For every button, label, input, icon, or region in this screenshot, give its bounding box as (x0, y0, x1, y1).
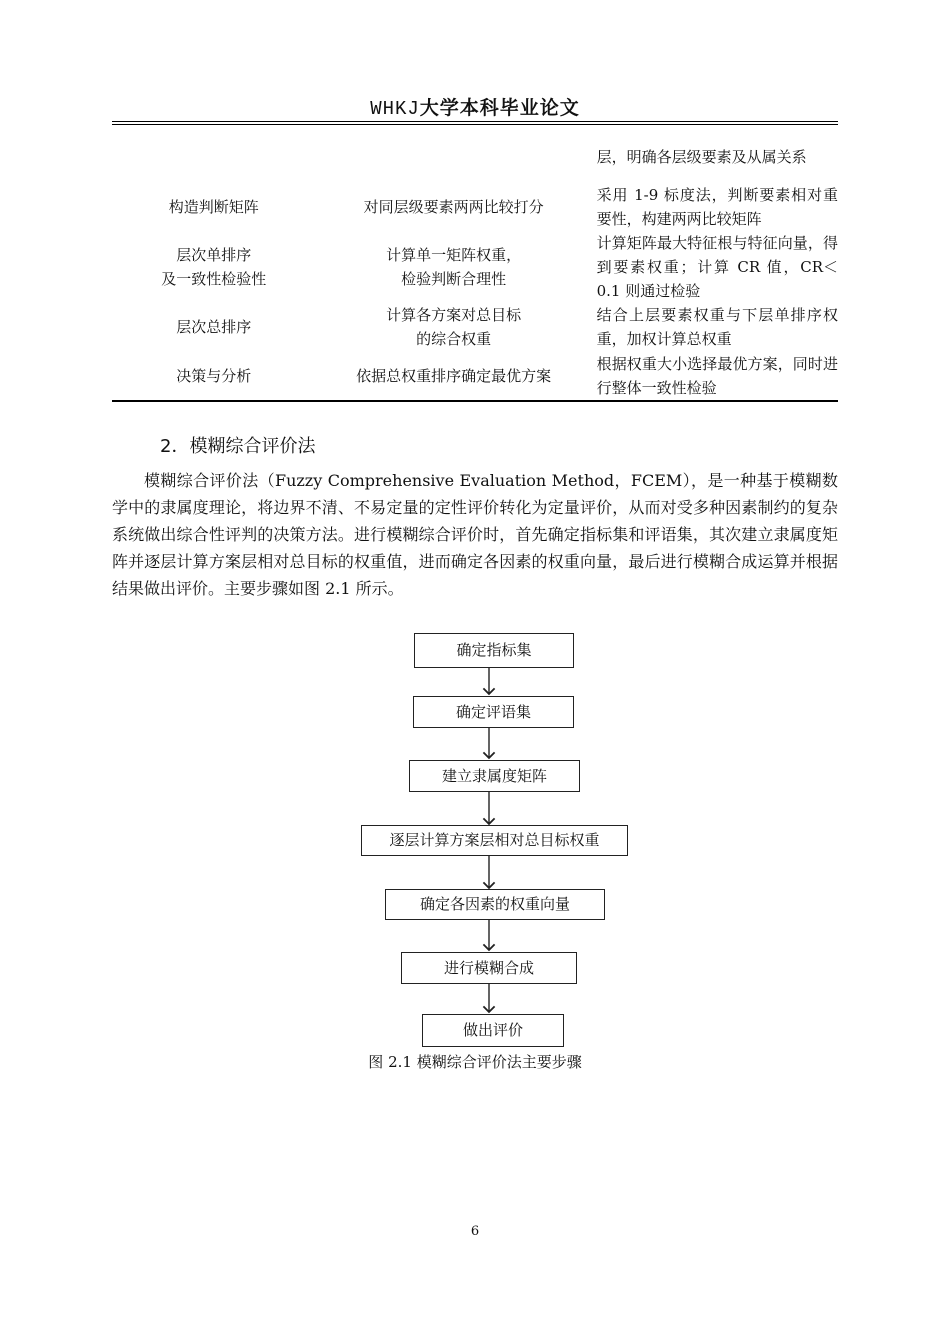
header-title: 大学本科毕业论文 (419, 97, 580, 119)
flow-step-7: 做出评价 (422, 1014, 564, 1047)
table-cell-content: 计算各方案对总目标 的综合权重 (386, 306, 522, 348)
page-header (0, 93, 950, 120)
table-row (112, 183, 838, 231)
table-cell-content: 对同层级要素两两比较打分 (363, 198, 544, 216)
table-row (112, 303, 838, 351)
table-cell-note: 采用 1-9 标度法，判断要素相对重要性，构建两两比较矩阵 (596, 186, 838, 228)
header-latin: WHKJ (370, 98, 420, 120)
table-cell-note: 结合上层要素权重与下层单排序权重，加权计算总权重 (596, 306, 838, 348)
table-row (112, 131, 838, 183)
table-cell-step: 层次单排序 及一致性检验性 (161, 246, 267, 288)
table-cell-step (112, 131, 316, 183)
table-cell-note: 计算矩阵最大特征根与特征向量，得到要素权重；计算 CR 值，CR＜0.1 则通过检验 (596, 234, 838, 300)
table-cell-note: 根据权重大小选择最优方案，同时进行整体一致性检验 (592, 351, 838, 401)
figure-caption: 图 2.1 模糊综合评价法主要步骤 (368, 1053, 582, 1071)
flow-step-3: 建立隶属度矩阵 (409, 760, 580, 792)
section-heading: 2．模糊综合评价法 (160, 436, 316, 457)
table-cell-note: 层，明确各层级要素及从属关系 (596, 148, 807, 166)
flow-step-1: 确定指标集 (414, 633, 574, 668)
header-rule (112, 121, 838, 125)
flow-step-5: 确定各因素的权重向量 (385, 889, 605, 920)
table-cell-content: 计算单一矩阵权重， 检验判断合理性 (386, 246, 522, 288)
body-paragraph: 模糊综合评价法（Fuzzy Comprehensive Evaluation Method，FCEM），是一种基于模糊数学中的隶属度理论，将边界不清、不易定量的定性评价转化为定量评价，从而对受多种因素制约的复杂系统做出综合性评判的决策方法。进行模糊综合评价时，首先确定指标集和评语集，其次建立隶属度矩阵并逐层计算方案层相对总目标的权重值，进而确定各因素的权重向量，最后进行模糊合成运算并根据结果做出评价。主要步骤如图 2.1 所示。 (112, 471, 838, 598)
ahp-steps-table (112, 131, 838, 402)
table-cell-content (316, 131, 592, 183)
table-cell-step: 构造判断矩阵 (168, 198, 259, 216)
flow-step-2: 确定评语集 (413, 696, 574, 728)
flow-step-4: 逐层计算方案层相对总目标权重 (361, 825, 628, 856)
table-row (112, 351, 838, 401)
table-cell-step: 层次总排序 (176, 318, 252, 336)
table-cell-step: 决策与分析 (112, 351, 316, 401)
flow-step-6: 进行模糊合成 (401, 952, 577, 984)
table-cell-content: 依据总权重排序确定最优方案 (316, 351, 592, 401)
page-number: 6 (470, 1224, 480, 1239)
table-row (112, 231, 838, 303)
